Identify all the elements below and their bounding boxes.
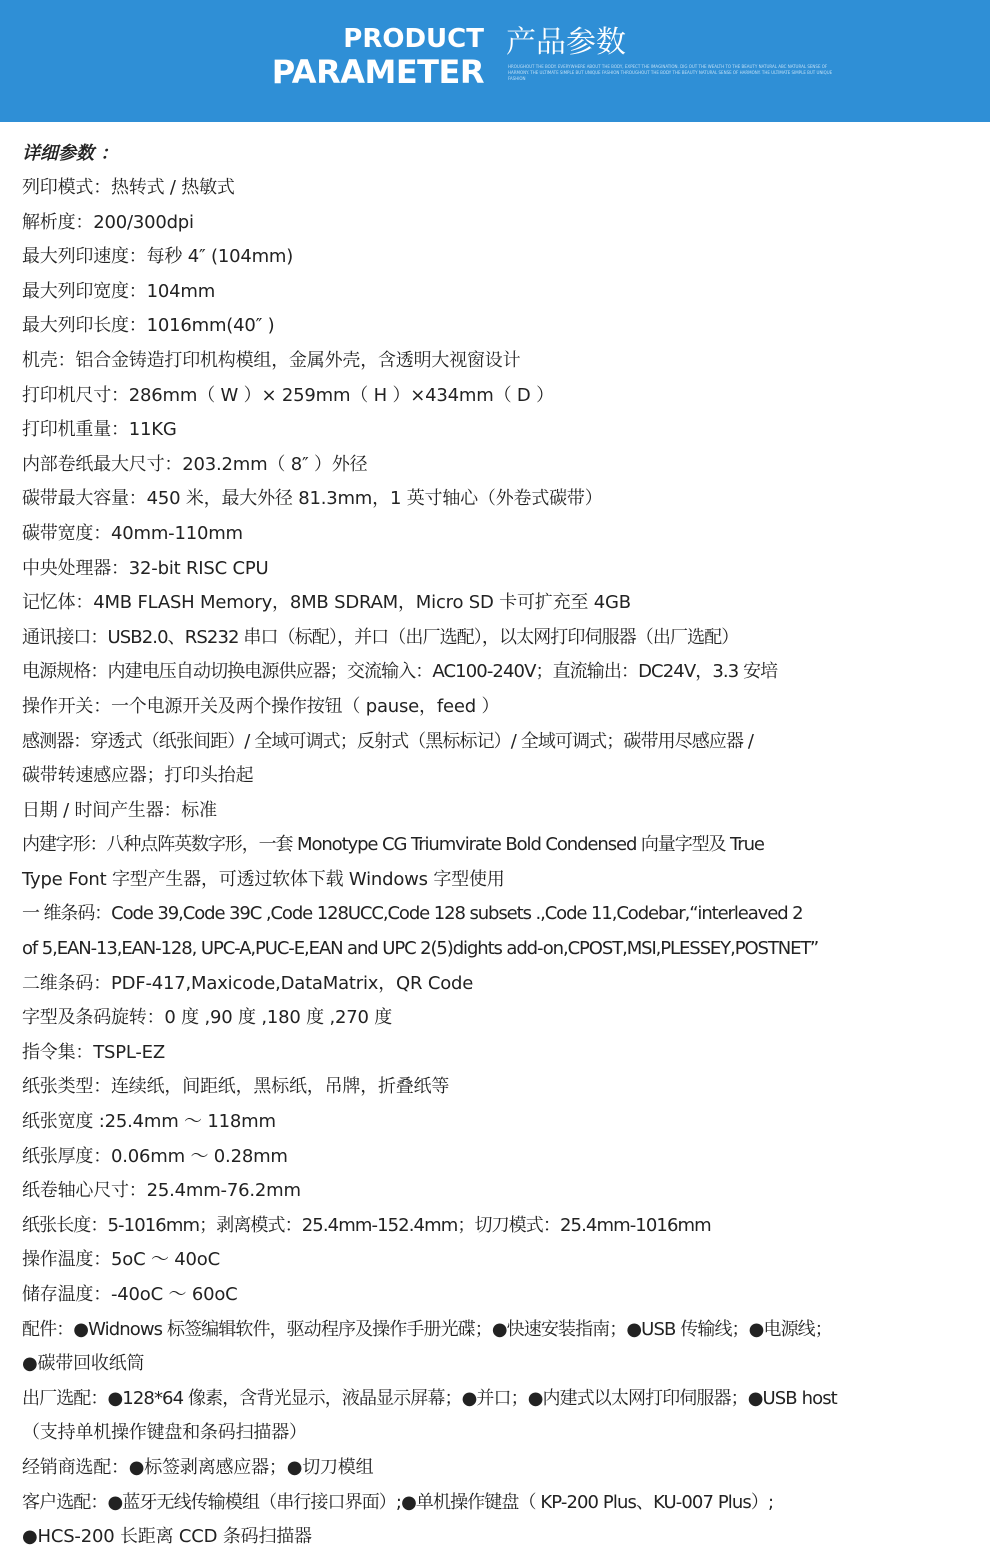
spec-list	[22, 137, 982, 1555]
banner-fine-print: HROUGHOUT THE BODY. EVERYWHERE ABOUT THE BODY, EXPECT THE IMAGINATION. DIG OUT THE WEALTH TO THE BEAUTY NATURAL ABC NATURAL SENSE OF HARMONY. THE ULTIMATE SIMPLE BUT UNIQUE FASHION THROUGHOUT THE BODY THE BEAUTY NATURAL SENSE OF HARMONY. THE ULTIMATE SIMPLE BUT UNIQUE FASHION	[508, 64, 833, 81]
spec-line: 二维条码：PDF-417,Maxicode,DataMatrix，QR Code	[22, 972, 474, 994]
spec-line: 打印机尺寸：286mm（ W ）× 259mm（ H ）×434mm（ D ）	[22, 384, 554, 406]
spec-line: Type Font 字型产生器，可透过软体下载 Windows 字型使用	[22, 868, 505, 890]
spec-line: 解析度：200/300dpi	[22, 211, 194, 233]
banner-title-en-line2: PARAMETER	[271, 53, 484, 91]
spec-title: 详细参数 ：	[22, 143, 119, 164]
spec-line: 碳带最大容量：450 米，最大外径 81.3mm，1 英寸轴心（外卷式碳带）	[22, 488, 603, 510]
spec-line: 客户选配：●蓝牙无线传输模组（串行接口界面）;●单机操作键盘（ KP-200 Plus、KU-007 Plus）;	[22, 1491, 774, 1513]
spec-line: 纸张长度：5-1016mm；剥离模式：25.4mm-152.4mm；切刀模式：25.4mm-1016mm	[22, 1214, 711, 1236]
spec-line: 纸卷轴心尺寸：25.4mm-76.2mm	[22, 1180, 301, 1202]
spec-line: 中央处理器：32-bit RISC CPU	[22, 557, 269, 579]
spec-line: 配件：●Widnows 标签编辑软件，驱动程序及操作手册光碟；●快速安装指南；●USB 传输线；●电源线；	[22, 1318, 832, 1340]
spec-line: ●HCS-200 长距离 CCD 条码扫描器	[22, 1526, 312, 1548]
spec-line: 储存温度：-40oC ～ 60oC	[22, 1284, 238, 1305]
spec-line: 经销商选配：●标签剥离感应器；●切刀模组	[22, 1456, 374, 1478]
spec-line: of 5,EAN-13,EAN-128, UPC-A,PUC-E,EAN and UPC 2(5)dights add-on,CPOST,MSI,PLESSEY,POSTNET”	[22, 938, 819, 960]
spec-line: 碳带转速感应器；打印头抬起	[22, 765, 254, 787]
spec-line: 一 维条码：Code 39,Code 39C ,Code 128UCC,Code 128 subsets .,Code 11,Codebar,“interleaved 2	[22, 903, 803, 925]
spec-line: 操作开关：一个电源开关及两个操作按钮（ pause，feed ）	[22, 695, 500, 717]
spec-line: 最大列印长度：1016mm(40″ )	[22, 315, 275, 337]
spec-line: 出厂选配：●128*64 像素，含背光显示，液晶显示屏幕；●并口；●内建式以太网打印伺服器；●USB host	[22, 1387, 837, 1409]
spec-line: 内建字形：八种点阵英数字形，一套 Monotype CG Triumvirate Bold Condensed 向量字型及 True	[22, 834, 764, 856]
banner-title-en	[268, 24, 484, 91]
spec-line: 指令集：TSPL-EZ	[22, 1041, 165, 1063]
spec-line: 打印机重量：11KG	[22, 419, 177, 441]
spec-line: 机壳：铝合金铸造打印机构模组，金属外壳，含透明大视窗设计	[22, 349, 521, 371]
spec-line: 字型及条码旋转：0 度 ,90 度 ,180 度 ,270 度	[22, 1007, 393, 1029]
spec-line: 碳带宽度：40mm-110mm	[22, 522, 243, 544]
spec-line: 纸张类型：连续纸，间距纸，黑标纸，吊牌，折叠纸等	[22, 1076, 450, 1098]
spec-line: 纸张宽度 :25.4mm ～ 118mm	[22, 1111, 276, 1133]
spec-line: ●碳带回收纸筒	[22, 1353, 145, 1375]
spec-line: 最大列印速度：每秒 4″ (104mm)	[22, 246, 294, 268]
spec-line: 内部卷纸最大尺寸：203.2mm（ 8″ ）外径	[22, 453, 368, 475]
header-banner	[0, 0, 990, 122]
spec-line: 纸张厚度：0.06mm ～ 0.28mm	[22, 1145, 288, 1167]
spec-line: 操作温度：5oC ～ 40oC	[22, 1249, 220, 1271]
spec-line: 列印模式：热转式 / 热敏式	[22, 177, 235, 198]
spec-line: 最大列印宽度：104mm	[22, 280, 216, 302]
spec-line: 记忆体：4MB FLASH Memory，8MB SDRAM，Micro SD 卡可扩充至 4GB	[22, 592, 631, 614]
banner-title-en-line1: PRODUCT	[343, 24, 484, 54]
spec-line: 通讯接口：USB2.0、RS232 串口（标配），并口（出厂选配），以太网打印伺服器（出厂选配）	[22, 626, 739, 648]
banner-title-cn: 产品参数	[506, 25, 626, 60]
spec-line: （支持单机操作键盘和条码扫描器）	[22, 1422, 307, 1444]
spec-line: 电源规格：内建电压自动切换电源供应器；交流输入：AC100-240V；直流输出：DC24V，3.3 安培	[22, 661, 778, 683]
spec-line: 日期 / 时间产生器：标准	[22, 799, 217, 821]
spec-line: 感测器：穿透式（纸张间距）/ 全域可调式；反射式（黑标标记）/ 全域可调式；碳带用尽感应器 /	[22, 730, 754, 752]
